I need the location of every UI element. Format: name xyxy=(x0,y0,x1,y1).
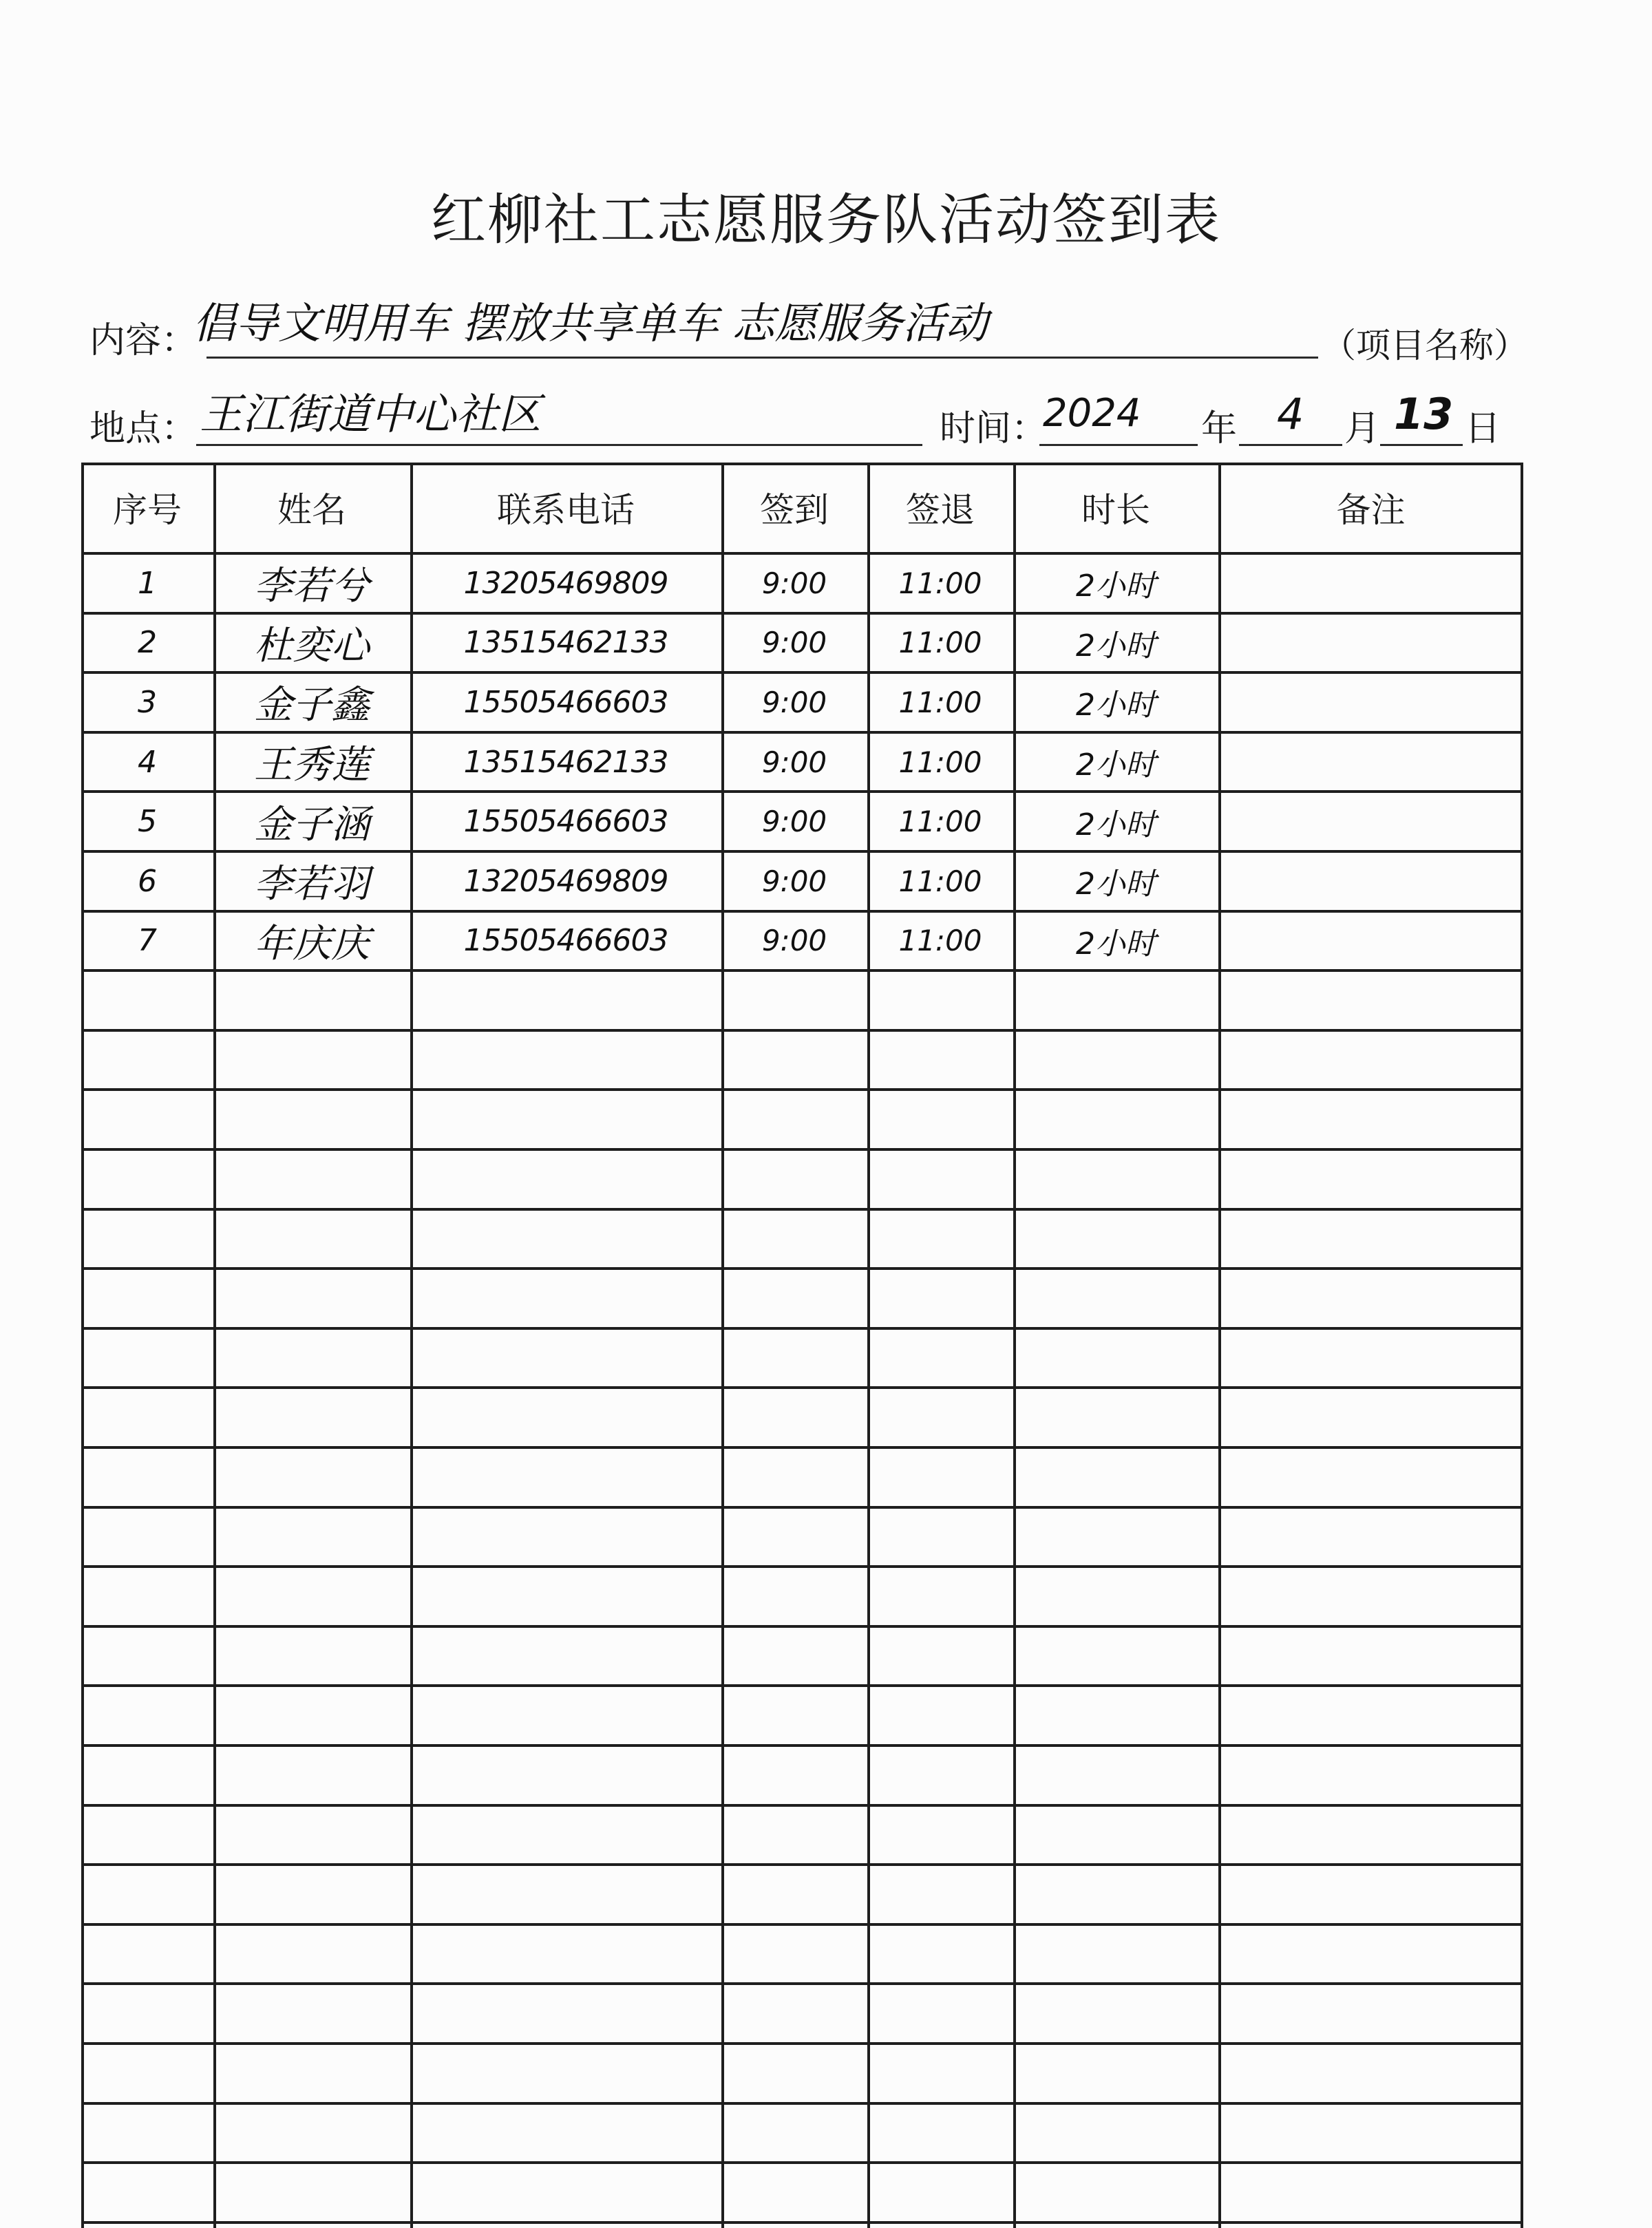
day-unit: 日 xyxy=(1465,408,1501,449)
row-line xyxy=(81,1923,1523,1926)
cell-index: 2 xyxy=(138,625,157,661)
row-line xyxy=(81,969,1523,972)
row-line xyxy=(81,1088,1523,1091)
cell-sign-in: 9:00 xyxy=(761,566,827,600)
cell-index: 3 xyxy=(138,684,157,720)
cell-index: 6 xyxy=(138,863,157,899)
cell-remarks xyxy=(1218,674,1523,731)
cell-remarks xyxy=(1218,555,1523,612)
header-sign-out: 签退 xyxy=(906,490,975,530)
row-line xyxy=(81,2161,1523,2164)
cell-name: 金子鑫 xyxy=(254,683,370,728)
cell-name: 年庆庆 xyxy=(254,921,370,966)
day-value: 13 xyxy=(1394,389,1454,439)
row-line xyxy=(81,1208,1523,1211)
sign-in-table xyxy=(81,463,1523,2228)
cell-phone: 13205469809 xyxy=(463,863,668,899)
row-line xyxy=(81,1386,1523,1389)
year-value: 2024 xyxy=(1043,391,1141,436)
cell-duration: 2小时 xyxy=(1076,867,1156,902)
location-underline xyxy=(196,444,922,446)
sheet-title: 红柳社工志愿服务队活动签到表 xyxy=(431,188,1221,252)
content-value: 倡导文明用车 摆放共享单车 志愿服务活动 xyxy=(193,298,988,348)
cell-phone: 15505466603 xyxy=(463,684,668,720)
cell-duration: 2小时 xyxy=(1076,807,1156,842)
cell-phone: 13515462133 xyxy=(463,744,668,780)
row-line xyxy=(81,1863,1523,1866)
row-line xyxy=(81,2102,1523,2105)
content-underline xyxy=(206,357,1318,359)
header-duration: 时长 xyxy=(1081,490,1150,530)
row-line xyxy=(81,1327,1523,1330)
cell-sign-out: 11:00 xyxy=(898,626,982,660)
month-value: 4 xyxy=(1277,389,1304,439)
cell-phone: 13515462133 xyxy=(463,625,668,661)
header-name: 姓名 xyxy=(277,490,346,530)
month-unit: 月 xyxy=(1344,408,1381,449)
cell-sign-out: 11:00 xyxy=(898,924,982,958)
year-underline xyxy=(1039,444,1198,446)
cell-duration: 2小时 xyxy=(1076,926,1156,962)
cell-sign-in: 9:00 xyxy=(761,805,827,839)
row-line xyxy=(81,2042,1523,2045)
row-line xyxy=(81,2221,1523,2224)
location-label: 地点： xyxy=(89,408,198,449)
cell-remarks xyxy=(1218,913,1523,970)
cell-sign-in: 9:00 xyxy=(761,685,827,719)
cell-index: 5 xyxy=(138,804,157,840)
project-name-hint: （项目名称） xyxy=(1322,326,1528,365)
row-line xyxy=(81,1804,1523,1807)
cell-remarks xyxy=(1218,853,1523,910)
header-phone: 联系电话 xyxy=(497,490,635,530)
month-underline xyxy=(1239,444,1342,446)
time-label: 时间： xyxy=(940,408,1048,449)
row-line xyxy=(81,1684,1523,1687)
cell-name: 李若羽 xyxy=(254,862,370,907)
cell-duration: 2小时 xyxy=(1076,747,1156,783)
cell-sign-out: 11:00 xyxy=(898,685,982,719)
cell-phone: 15505466603 xyxy=(463,923,668,959)
cell-index: 4 xyxy=(138,744,157,780)
row-line xyxy=(81,1982,1523,1985)
cell-sign-out: 11:00 xyxy=(898,805,982,839)
cell-duration: 2小时 xyxy=(1076,569,1156,604)
row-line xyxy=(81,1744,1523,1747)
row-line xyxy=(81,1148,1523,1151)
cell-phone: 15505466603 xyxy=(463,804,668,840)
cell-sign-in: 9:00 xyxy=(761,924,827,958)
row-line xyxy=(81,1565,1523,1568)
row-line xyxy=(81,1029,1523,1032)
row-line xyxy=(81,1625,1523,1628)
cell-name: 杜奕心 xyxy=(254,623,370,668)
cell-sign-in: 9:00 xyxy=(761,626,827,660)
cell-sign-out: 11:00 xyxy=(898,566,982,600)
header-remarks: 备注 xyxy=(1336,490,1406,530)
row-line xyxy=(81,1267,1523,1270)
cell-name: 王秀莲 xyxy=(254,743,370,788)
header-index: 序号 xyxy=(113,490,182,530)
cell-phone: 13205469809 xyxy=(463,565,668,601)
cell-duration: 2小时 xyxy=(1076,688,1156,723)
row-line xyxy=(81,1446,1523,1449)
cell-sign-in: 9:00 xyxy=(761,745,827,779)
day-underline xyxy=(1380,444,1463,446)
cell-name: 金子涵 xyxy=(254,802,370,847)
cell-remarks xyxy=(1218,793,1523,850)
row-line xyxy=(81,1506,1523,1509)
cell-sign-out: 11:00 xyxy=(898,745,982,779)
cell-index: 1 xyxy=(138,565,157,601)
cell-sign-in: 9:00 xyxy=(761,864,827,898)
year-unit: 年 xyxy=(1201,408,1238,449)
header-sign-in: 签到 xyxy=(760,490,829,530)
cell-remarks xyxy=(1218,734,1523,791)
cell-name: 李若兮 xyxy=(254,564,370,609)
cell-duration: 2小时 xyxy=(1076,628,1156,664)
location-value: 王江街道中心社区 xyxy=(200,389,542,439)
cell-index: 7 xyxy=(138,923,157,959)
cell-remarks xyxy=(1218,615,1523,672)
cell-sign-out: 11:00 xyxy=(898,864,982,898)
content-label: 内容： xyxy=(89,320,198,361)
